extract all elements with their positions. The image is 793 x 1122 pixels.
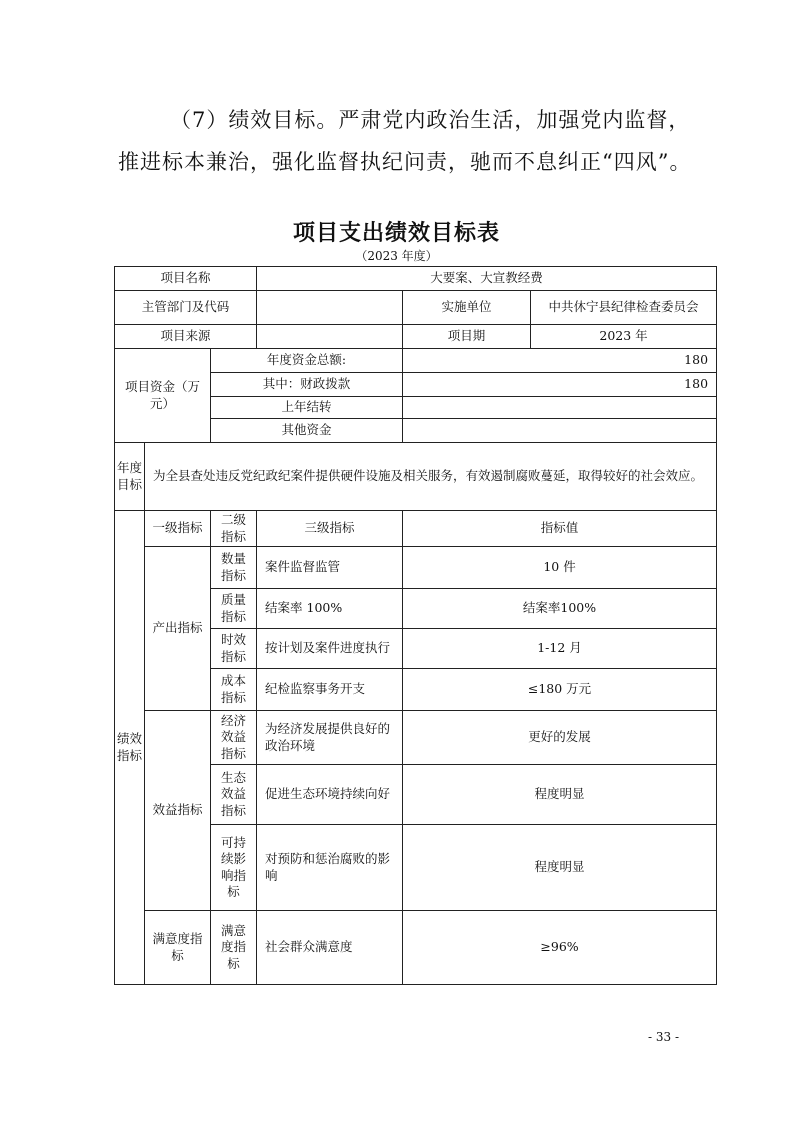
annual-goal-text: 为全县查处违反党纪政纪案件提供硬件设施及相关服务，有效遏制腐败蔓延，取得较好的社会效应。	[145, 443, 717, 511]
level2-cell: 满意度指标	[211, 911, 257, 985]
table-row	[115, 325, 717, 349]
dept-value	[257, 291, 403, 325]
impl-unit-value: 中共休宁县纪律检查委员会	[531, 291, 717, 325]
level3-cell: 案件监督监管	[257, 547, 403, 589]
table-row	[115, 267, 717, 291]
level3-cell: 按计划及案件进度执行	[257, 629, 403, 669]
value-cell: 结案率100%	[403, 589, 717, 629]
level2-cell: 经济效益指标	[211, 711, 257, 765]
output-indicator-label: 产出指标	[145, 547, 211, 711]
level2-cell: 数量指标	[211, 547, 257, 589]
funds-total-value: 180	[403, 349, 717, 373]
header-level2: 二级指标	[211, 511, 257, 547]
level3-cell: 社会群众满意度	[257, 911, 403, 985]
level3-cell: 对预防和惩治腐败的影响	[257, 825, 403, 911]
benefit-indicator-label: 效益指标	[145, 711, 211, 911]
table-row	[115, 291, 717, 325]
funds-total-label: 年度资金总额:	[211, 349, 403, 373]
level2-cell: 质量指标	[211, 589, 257, 629]
table-row	[115, 511, 717, 547]
value-cell: ≤180 万元	[403, 669, 717, 711]
header-level3: 三级指标	[257, 511, 403, 547]
value-cell: ≥96%	[403, 911, 717, 985]
level2-cell: 可持续影响指标	[211, 825, 257, 911]
table-row	[115, 349, 717, 373]
level3-cell: 为经济发展提供良好的政治环境	[257, 711, 403, 765]
page-number: - 33 -	[648, 1030, 680, 1044]
period-value: 2023 年	[531, 325, 717, 349]
satisfaction-indicator-label: 满意度指标	[145, 911, 211, 985]
header-value: 指标值	[403, 511, 717, 547]
performance-goal-table	[114, 266, 717, 985]
value-cell: 更好的发展	[403, 711, 717, 765]
source-value	[257, 325, 403, 349]
paragraph-performance-goal-continued: 推进标本兼治，强化监督执纪问责，驰而不息纠正“四风”。	[118, 150, 692, 174]
project-name-value: 大要案、大宣教经费	[257, 267, 717, 291]
impl-unit-label: 实施单位	[403, 291, 531, 325]
level3-cell: 纪检监察事务开支	[257, 669, 403, 711]
funds-carryover-value	[403, 397, 717, 419]
table-row	[115, 443, 717, 511]
level2-cell: 时效指标	[211, 629, 257, 669]
value-cell: 程度明显	[403, 825, 717, 911]
indicators-section-label: 绩效指标	[115, 511, 145, 985]
paragraph-performance-goal: （7）绩效目标。严肃党内政治生活，加强党内监督，	[170, 108, 691, 132]
level3-cell: 结案率 100%	[257, 589, 403, 629]
project-name-label: 项目名称	[115, 267, 257, 291]
dept-label: 主管部门及代码	[115, 291, 257, 325]
source-label: 项目来源	[115, 325, 257, 349]
funds-fiscal-value: 180	[403, 373, 717, 397]
funds-label: 项目资金（万元）	[115, 349, 211, 443]
period-label: 项目期	[403, 325, 531, 349]
table-subtitle: （2023 年度）	[355, 249, 438, 263]
funds-fiscal-label: 其中：财政拨款	[211, 373, 403, 397]
funds-carryover-label: 上年结转	[211, 397, 403, 419]
table-row	[115, 911, 717, 985]
value-cell: 1-12 月	[403, 629, 717, 669]
level3-cell: 促进生态环境持续向好	[257, 765, 403, 825]
funds-other-label: 其他资金	[211, 419, 403, 443]
table-title: 项目支出绩效目标表	[292, 220, 500, 246]
value-cell: 10 件	[403, 547, 717, 589]
funds-other-value	[403, 419, 717, 443]
table-row	[115, 711, 717, 765]
value-cell: 程度明显	[403, 765, 717, 825]
level2-cell: 生态效益指标	[211, 765, 257, 825]
level2-cell: 成本指标	[211, 669, 257, 711]
annual-goal-label: 年度目标	[115, 443, 145, 511]
table-row	[115, 547, 717, 589]
header-level1: 一级指标	[145, 511, 211, 547]
